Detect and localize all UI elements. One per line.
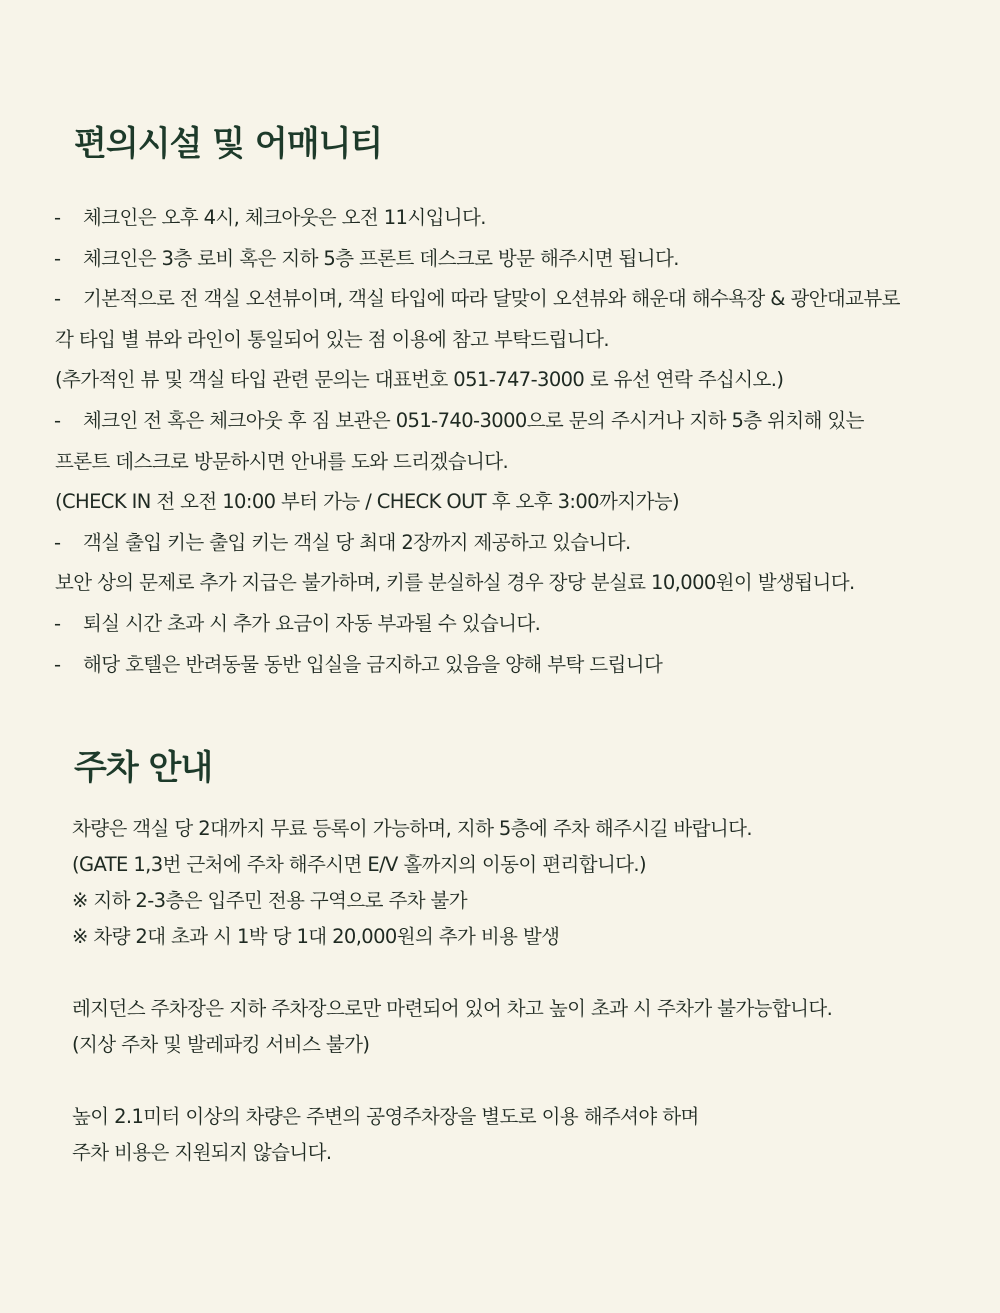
parking-note: ※ 차량 2대 초과 시 1박 당 1대 20,000원의 추가 비용 발생 — [72, 925, 560, 948]
amenities-title: 편의시설 및 어매니티 — [74, 124, 383, 164]
amenity-line — [0, 360, 1000, 401]
parking-info-block — [72, 811, 972, 955]
bullet-dash: - — [54, 652, 61, 676]
amenity-text: (CHECK IN 전 오전 10:00 부터 가능 / CHECK OUT 후 오후 3:00까지가능) — [55, 490, 679, 514]
parking-line: 레지던스 주차장은 지하 주차장으로만 마련되어 있어 차고 높이 초과 시 주차가 불가능합니다. — [72, 997, 833, 1020]
amenity-line — [0, 239, 1000, 280]
parking-line: (지상 주차 및 발레파킹 서비스 불가) — [72, 1033, 370, 1056]
amenity-line — [0, 320, 1000, 361]
amenity-text: 체크인은 오후 4시, 체크아웃은 오전 11시입니다. — [83, 206, 486, 229]
parking-note: ※ 지하 2-3층은 입주민 전용 구역으로 주차 불가 — [72, 889, 468, 912]
amenity-text: 기본적으로 전 객실 오션뷰이며, 객실 타입에 따라 달맞이 오션뷰와 해운대 해수욕장 & 광안대교뷰로 — [83, 287, 900, 311]
amenity-text: 프론트 데스크로 방문하시면 안내를 도와 드리겠습니다. — [55, 449, 509, 473]
amenity-text: 객실 출입 키는 출입 키는 객실 당 최대 2장까지 제공하고 있습니다. — [83, 530, 631, 554]
amenity-text: 보안 상의 문제로 추가 지급은 불가하며, 키를 분실하실 경우 장당 분실료 10,000원이 발생됩니다. — [55, 571, 855, 595]
bullet-dash: - — [54, 408, 61, 432]
bullet-dash: - — [54, 246, 61, 270]
amenity-line — [0, 563, 1000, 604]
parking-info-block — [72, 1099, 972, 1171]
amenity-text: 해당 호텔은 반려동물 동반 입실을 금지하고 있음을 양해 부탁 드립니다 — [83, 652, 663, 676]
amenity-line — [0, 482, 1000, 523]
amenity-text: 각 타입 별 뷰와 라인이 통일되어 있는 점 이용에 참고 부탁드립니다. — [55, 327, 609, 351]
amenity-line — [0, 645, 1000, 686]
amenity-line — [0, 279, 1000, 320]
amenity-text: 퇴실 시간 초과 시 추가 요금이 자동 부과될 수 있습니다. — [83, 611, 541, 635]
bullet-dash: - — [54, 611, 61, 635]
parking-line: 주차 비용은 지원되지 않습니다. — [72, 1141, 332, 1164]
bullet-dash: - — [54, 287, 61, 311]
amenity-text: 체크인은 3층 로비 혹은 지하 5층 프론트 데스크로 방문 해주시면 됩니다. — [83, 246, 679, 270]
amenity-line — [0, 401, 1000, 442]
amenity-text: 체크인 전 혹은 체크아웃 후 짐 보관은 051-740-3000으로 문의 주시거나 지하 5층 위치해 있는 — [83, 408, 864, 432]
parking-line: (GATE 1,3번 근처에 주차 해주시면 E/V 홀까지의 이동이 편리합니다.) — [72, 853, 647, 876]
bullet-dash: - — [54, 206, 61, 229]
amenity-line — [0, 604, 1000, 645]
parking-line: 차량은 객실 당 2대까지 무료 등록이 가능하며, 지하 5층에 주차 해주시길 바랍니다. — [72, 817, 752, 840]
amenity-text: (추가적인 뷰 및 객실 타입 관련 문의는 대표번호 051-747-3000 로 유선 연락 주십시오.) — [55, 368, 784, 392]
bullet-dash: - — [54, 530, 61, 554]
amenities-list — [0, 198, 1000, 685]
amenity-line — [0, 523, 1000, 564]
parking-title: 주차 안내 — [74, 748, 213, 788]
parking-line: 높이 2.1미터 이상의 차량은 주변의 공영주차장을 별도로 이용 해주셔야 하며 — [72, 1105, 699, 1128]
amenity-line — [0, 442, 1000, 483]
amenity-line — [0, 198, 1000, 239]
parking-info-block — [72, 991, 972, 1063]
